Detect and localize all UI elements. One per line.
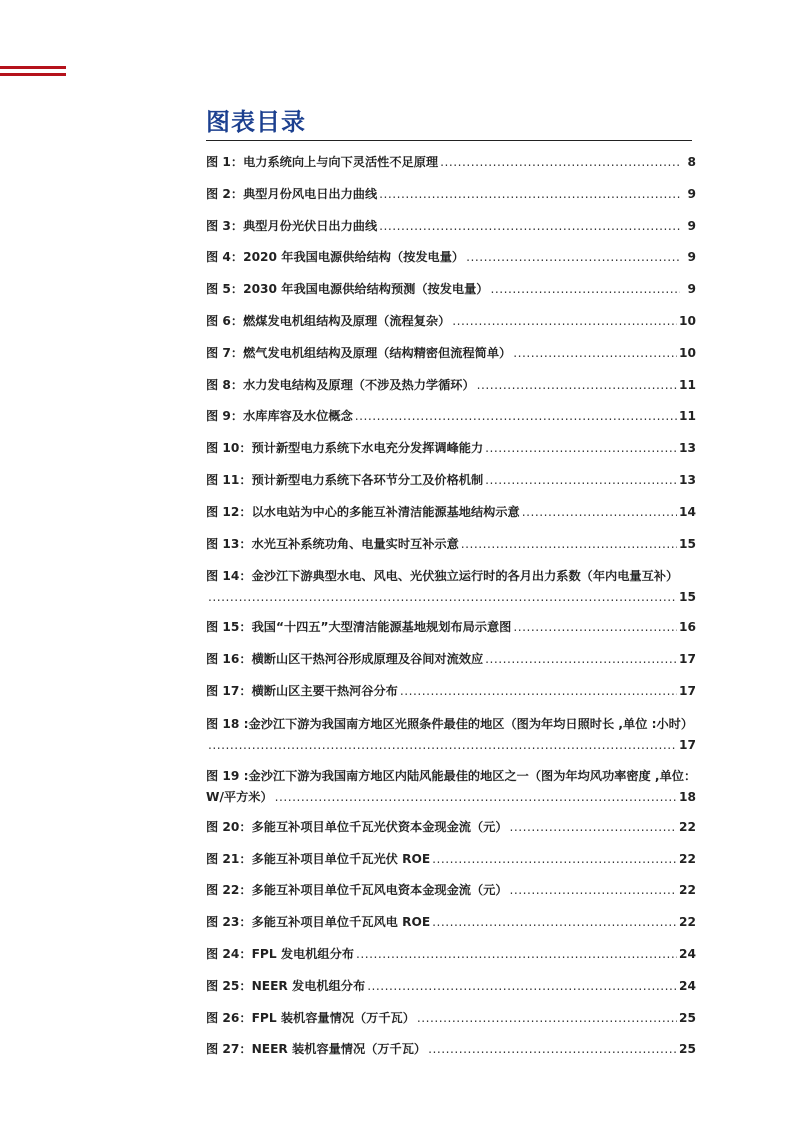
toc-entry[interactable] [206,343,696,375]
toc-entry-page-number: 9 [687,218,696,233]
toc-leader-dots [400,681,677,701]
toc-entry-page-number: 15 [679,590,696,605]
toc-entry[interactable] [206,976,696,1008]
toc-leader-dots [485,470,677,490]
toc-entry-page-number: 18 [679,789,696,804]
toc-entry-page-number: 15 [679,536,696,551]
toc-entry-page-number: 22 [679,851,696,866]
toc-entry-line [206,787,696,807]
toc-entry-label: 图 10：预计新型电力系统下水电充分发挥调峰能力 [206,441,484,456]
toc-entry-page-number: 25 [679,1042,696,1057]
toc-entry-line [206,1008,696,1028]
toc-leader-dots [208,735,677,755]
toc-entry-page-number: 25 [679,1010,696,1025]
toc-leader-dots [355,406,677,426]
toc-entry-line [206,817,696,837]
page-title: 图表目录 [206,108,306,136]
toc-entry[interactable] [206,406,696,438]
toc-entry-line [206,849,696,869]
toc-entry[interactable] [206,817,696,849]
toc-entry-page-number: 22 [679,883,696,898]
toc-entry-label: 图 25：NEER 发电机组分布 [206,978,366,993]
toc-entry-label: 图 26：FPL 装机容量情况（万千瓦） [206,1010,415,1025]
toc-entry-label: 图 1：电力系统向上与向下灵活性不足原理 [206,155,439,169]
toc-entry[interactable] [206,944,696,976]
toc-leader-dots [513,343,677,363]
toc-entry[interactable] [206,247,696,279]
toc-entry-page-number: 10 [679,313,696,328]
toc-entry-line [206,470,696,490]
toc-entry[interactable] [206,617,696,649]
toc-entry-line [206,375,696,395]
toc-entry-line [206,534,696,554]
toc-leader-dots [466,247,680,267]
toc-leader-dots [379,184,680,204]
toc-entry-line [206,438,696,458]
toc-entry[interactable] [206,375,696,407]
toc-entry[interactable] [206,565,696,617]
toc-entry-label: 图 9：水库库容及水位概念 [206,409,353,424]
toc-entry[interactable] [206,649,696,681]
toc-entry-label: 图 2：典型月份风电日出力曲线 [206,186,378,201]
toc-entry-line [206,343,696,363]
header-accent-bar [0,73,66,76]
toc-entry-line [206,247,696,267]
toc-leader-dots [275,787,677,807]
toc-entry[interactable] [206,1008,696,1040]
toc-leader-dots [485,649,677,669]
toc-entry-page-number: 22 [679,915,696,930]
toc-entry-line [206,406,696,426]
toc-entry-label: 图 11：预计新型电力系统下各环节分工及价格机制 [206,472,484,487]
toc-entry-line [206,735,696,755]
toc-entry[interactable] [206,470,696,502]
toc-entry-label: 图 22：多能互补项目单位千瓦风电资本金现金流（元） [206,883,508,898]
toc-leader-dots [477,375,677,395]
toc-entry-page-number: 22 [679,819,696,834]
toc-leader-dots [490,279,680,299]
toc-entry-page-number: 10 [679,345,696,360]
toc-entry[interactable] [206,765,696,817]
toc-leader-dots [440,152,680,172]
toc-entry-line [206,976,696,996]
toc-entry[interactable] [206,184,696,216]
toc-entry[interactable] [206,279,696,311]
toc-entry-label: 图 6：燃煤发电机组结构及原理（流程复杂） [206,313,451,328]
toc-entry-label-line1: 图 18 :金沙江下游为我国南方地区光照条件最佳的地区（图为年均日照时长 ,单位 :小时） [206,716,694,731]
toc-entry-label: 图 5：2030 年我国电源供给结构预测（按发电量） [206,282,489,297]
toc-entry-line [206,681,696,701]
toc-entry-label: 图 23：多能互补项目单位千瓦风电 ROE [206,915,431,930]
toc-entry[interactable] [206,311,696,343]
toc-entry-label: 图 24：FPL 发电机组分布 [206,946,354,961]
toc-leader-dots [379,216,680,236]
toc-entry-line [206,944,696,964]
toc-entry-label-line1: 图 14：金沙江下游典型水电、风电、光伏独立运行时的各月出力系数（年内电量互补） [206,569,679,584]
toc-entry-label: 图 17：横断山区主要干热河谷分布 [206,683,398,698]
toc-entry-label: W/平方米） [206,789,273,804]
toc-entry-label-line1: 图 19 :金沙江下游为我国南方地区内陆风能最佳的地区之一（图为年均风功率密度 ,单位： [206,768,697,783]
toc-entry-page-number: 9 [687,250,696,265]
toc-entry-page-number: 17 [679,652,696,667]
toc-leader-dots [417,1008,677,1028]
toc-entry-page-number: 14 [679,504,696,519]
toc-entry-label: 图 8：水力发电结构及原理（不涉及热力学循环） [206,377,475,392]
toc-entry-page-number: 24 [679,978,696,993]
toc-entry-label: 图 12：以水电站为中心的多能互补清洁能源基地结构示意 [206,504,520,519]
toc-leader-dots [461,534,677,554]
toc-entry-label: 图 20：多能互补项目单位千瓦光伏资本金现金流（元） [206,819,508,834]
toc-entry-page-number: 16 [679,620,696,635]
toc-entry-page-number: 13 [679,472,696,487]
toc-entry-page-number: 13 [679,441,696,456]
toc-entry-label: 图 13：水光互补系统功角、电量实时互补示意 [206,536,459,551]
header-accent-bar [0,66,66,69]
toc-entry-label: 图 21：多能互补项目单位千瓦光伏 ROE [206,851,431,866]
toc-entry[interactable] [206,152,696,184]
toc-entry-line [206,152,696,172]
toc-entry[interactable] [206,880,696,912]
toc-entry-page-number: 9 [687,186,696,201]
toc-entry[interactable] [206,681,696,713]
toc-entry-line [206,617,696,637]
toc-entry-page-number: 11 [679,377,696,392]
toc-leader-dots [452,311,677,331]
toc-entry-line [206,1039,696,1059]
toc-leader-dots [432,912,677,932]
toc-entry-line [206,184,696,204]
toc-leader-dots [510,817,678,837]
toc-entry-page-number: 8 [687,155,696,169]
toc-entry-line [206,502,696,522]
toc-entry[interactable] [206,849,696,881]
toc-entry[interactable] [206,216,696,248]
toc-entry-label: 图 3：典型月份光伏日出力曲线 [206,218,378,233]
toc-entry[interactable] [206,438,696,470]
toc-list [206,152,696,1071]
toc-entry[interactable] [206,534,696,566]
toc-leader-dots [356,944,677,964]
toc-entry-label: 图 16：横断山区干热河谷形成原理及谷间对流效应 [206,652,484,667]
toc-entry[interactable] [206,713,696,765]
toc-entry-label: 图 15：我国“十四五”大型清洁能源基地规划布局示意图 [206,620,512,635]
toc-entry-page-number: 17 [679,737,696,752]
toc-entry-line [206,216,696,236]
toc-entry[interactable] [206,1039,696,1071]
toc-entry-line [206,912,696,932]
toc-entry-line [206,880,696,900]
toc-leader-dots [432,849,677,869]
toc-entry-page-number: 11 [679,409,696,424]
toc-leader-dots [513,617,677,637]
toc-entry-page-number: 17 [679,683,696,698]
toc-entry-line [206,587,696,607]
toc-entry-line [206,649,696,669]
toc-leader-dots [522,502,677,522]
toc-entry-label: 图 4：2020 年我国电源供给结构（按发电量） [206,250,465,265]
toc-entry-page-number: 9 [687,282,696,297]
toc-entry[interactable] [206,502,696,534]
toc-leader-dots [428,1039,677,1059]
toc-entry-page-number: 24 [679,946,696,961]
toc-leader-dots [510,880,678,900]
toc-entry-label: 图 27：NEER 装机容量情况（万千瓦） [206,1042,427,1057]
toc-entry[interactable] [206,912,696,944]
title-divider [206,140,692,141]
toc-entry-label: 图 7：燃气发电机组结构及原理（结构精密但流程简单） [206,345,512,360]
toc-leader-dots [485,438,677,458]
toc-entry-line [206,311,696,331]
toc-leader-dots [208,587,677,607]
toc-leader-dots [367,976,677,996]
toc-entry-line [206,279,696,299]
